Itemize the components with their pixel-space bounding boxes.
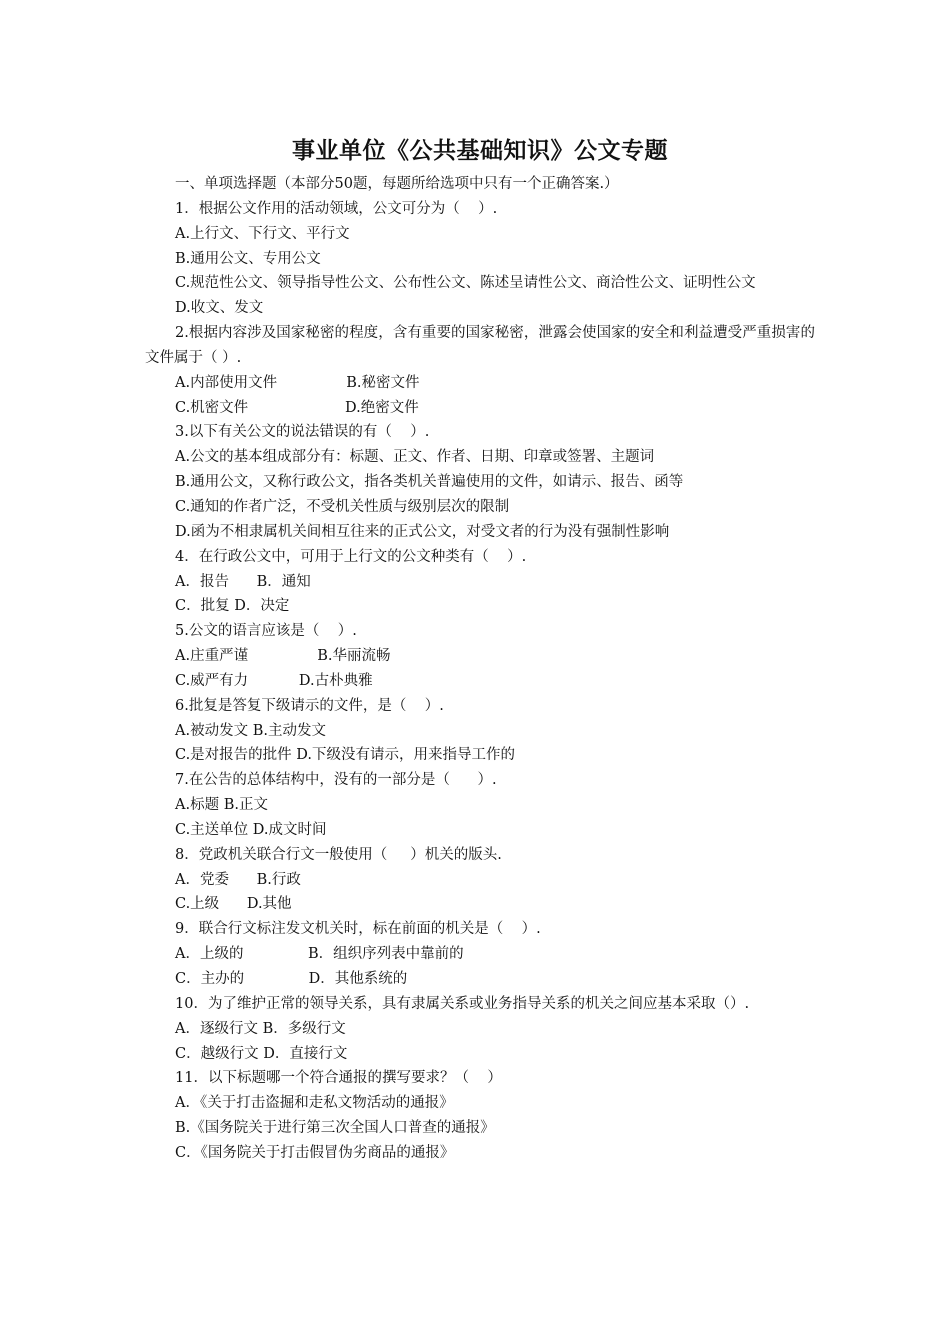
question-11-option-a: A．《关于打击盗掘和走私文物活动的通报》 — [175, 1095, 454, 1112]
question-6: 6.批复是答复下级请示的文件，是（ ）. — [175, 697, 444, 714]
question-10: 10．为了维护正常的领导关系，具有隶属关系或业务指导关系的机关之间应基本采取（）. — [175, 995, 750, 1012]
question-8: 8．党政机关联合行文一般使用（ ）机关的版头. — [175, 846, 502, 863]
question-11-option-c: C．《国务院关于打击假冒伪劣商品的通报》 — [175, 1144, 455, 1161]
question-9-options-cd: C．主办的 D．其他系统的 — [175, 971, 408, 987]
question-2: 2.根据内容涉及国家秘密的程度，含有重要的国家秘密，泄露会使国家的安全和利益遭受严重损害的文件属于（ ）. — [145, 325, 815, 366]
question-1-option-b: B.通用公文、专用公文 — [175, 250, 321, 267]
question-1: 1．根据公文作用的活动领域，公文可分为（ ）. — [175, 200, 498, 217]
question-7-options-cd: C.主送单位 D.成文时间 — [175, 821, 327, 838]
question-3-option-b: B.通用公文，又称行政公文，指各类机关普遍使用的文件，如请示、报告、函等 — [175, 474, 684, 491]
question-8-options-cd: C.上级 D.其他 — [175, 896, 292, 913]
question-8-options-ab: A．党委 B.行政 — [175, 871, 301, 888]
question-4: 4．在行政公文中，可用于上行文的公文种类有（ ）. — [175, 548, 527, 565]
question-9-options-ab: A．上级的 B．组织序列表中靠前的 — [175, 946, 464, 963]
question-1-option-a: A.上行文、下行文、平行文 — [175, 225, 350, 242]
question-4-options-cd: C．批复 D．决定 — [175, 598, 290, 615]
question-9: 9．联合行文标注发文机关时，标在前面的机关是（ ）. — [175, 921, 541, 938]
question-3-option-a: A.公文的基本组成部分有：标题、正文、作者、日期、印章或签署、主题词 — [175, 449, 655, 466]
document-title: 事业单位《公共基础知识》公文专题 — [292, 138, 668, 164]
question-1-option-c: C.规范性公文、领导指导性公文、公布性公文、陈述呈请性公文、商洽性公文、证明性公文 — [175, 275, 756, 292]
question-6-options-ab: A.被动发文 B.主动发文 — [175, 722, 326, 739]
question-7: 7.在公告的总体结构中，没有的一部分是（ ）. — [175, 772, 497, 789]
question-3-option-c: C.通知的作者广泛，不受机关性质与级别层次的限制 — [175, 498, 510, 515]
question-4-options-ab: A．报告 B．通知 — [175, 573, 311, 590]
question-5-options-cd: C.威严有力 D.古朴典雅 — [175, 672, 373, 689]
question-11-option-b: B.《国务院关于进行第三次全国人口普查的通报》 — [175, 1120, 495, 1137]
question-2-options-ab: A.内部使用文件 B.秘密文件 — [175, 374, 420, 391]
question-7-options-ab: A.标题 B.正文 — [175, 797, 268, 814]
question-10-options-ab: A．逐级行文 B．多级行文 — [175, 1020, 346, 1037]
question-6-options-cd: C.是对报告的批件 D.下级没有请示，用来指导工作的 — [175, 747, 516, 764]
document-page — [145, 130, 815, 1166]
question-11: 11．以下标题哪一个符合通报的撰写要求？（ ） — [175, 1070, 502, 1087]
question-5: 5.公文的语言应该是（ ）. — [175, 623, 357, 640]
question-2-options-cd: C.机密文件 D.绝密文件 — [175, 399, 419, 416]
question-3-option-d: D.函为不相隶属机关间相互往来的正式公文，对受文者的行为没有强制性影响 — [175, 523, 670, 540]
section-heading: 一、单项选择题（本部分50题，每题所给选项中只有一个正确答案.） — [175, 176, 619, 192]
question-1-option-d: D.收文、发文 — [175, 300, 264, 317]
question-3: 3.以下有关公文的说法错误的有（ ）. — [175, 424, 430, 441]
question-5-options-ab: A.庄重严谨 B.华丽流畅 — [175, 648, 391, 665]
question-10-options-cd: C．越级行文 D．直接行文 — [175, 1045, 348, 1062]
